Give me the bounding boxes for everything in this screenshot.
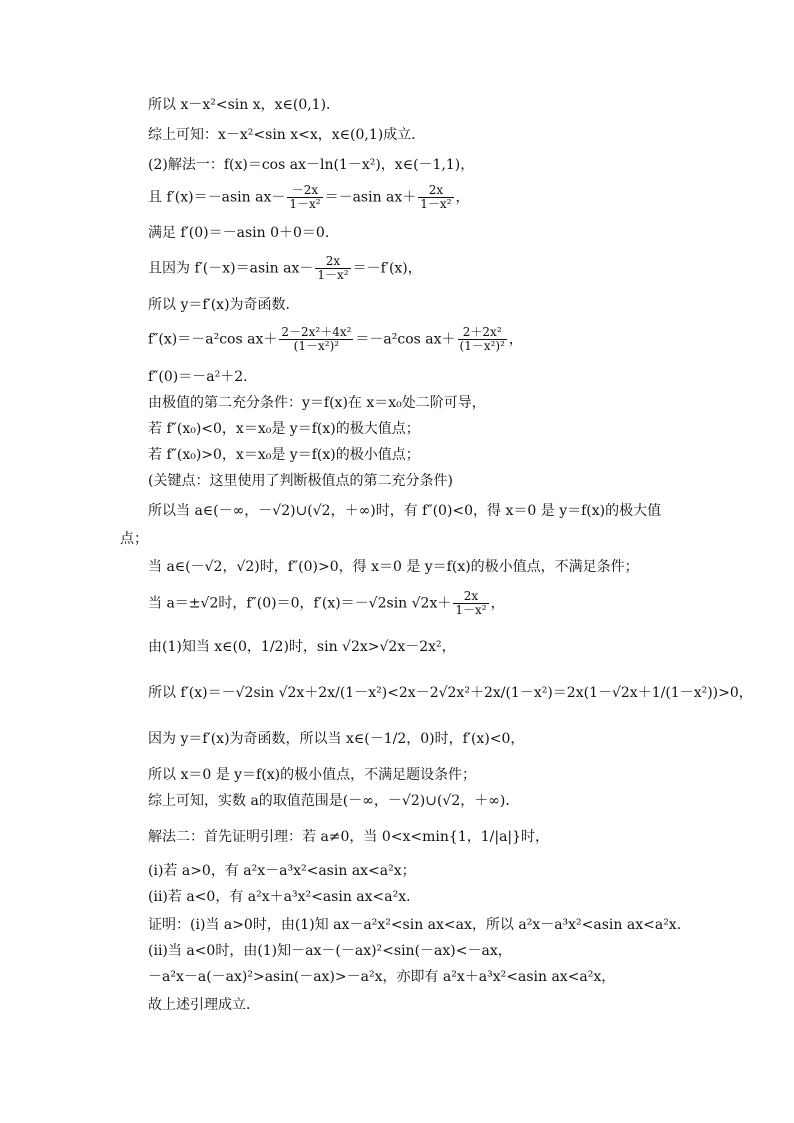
text-line: 若 f″(x₀)<0，x＝x₀是 y＝f(x)的极大值点； — [148, 421, 420, 437]
text-segment: f″(x)＝－a²cos ax＋ — [148, 331, 278, 348]
text-segment: ＝－asin ax＋ — [324, 189, 417, 206]
text-segment: ＝－a²cos ax＋ — [355, 331, 456, 348]
text-line: (ⅱ)当 a<0时，由(1)知－ax－(－ax)²<sin(－ax)<－ax， — [148, 943, 512, 959]
formula-line: 当 a＝±√2时，f″(0)＝0，f′(x)＝－√2sin √2x＋ $\frac{2x}{\text{1－x²}}$ ， — [148, 589, 505, 617]
text-segment: 且因为 f′(－x)＝asin ax－ — [148, 260, 314, 277]
text-line: 满足 f′(0)＝－asin 0＋0＝0. — [148, 225, 330, 241]
text-line: (关键点：这里使用了判断极值点的第二充分条件) — [148, 473, 453, 489]
text-line: (ⅰ)若 a>0，有 a²x－a³x²<asin ax<a²x； — [148, 863, 416, 879]
text-line: －a²x－a(－ax)²>asin(－ax)>－a²x，亦即有 a²x＋a³x²<asin ax<a²x， — [148, 969, 616, 985]
formula-line: 且 f′(x)＝－asin ax－ $\frac{-2x}{\text{1－x²}}$ ＝－asin ax＋ $\frac{2x}{\text{1－x²}}$ ， — [148, 183, 470, 211]
text-line: 点； — [120, 531, 148, 547]
text-line: 所以 y＝f′(x)为奇函数． — [148, 297, 300, 313]
text-line: 所以 x＝0 是 y＝f(x)的极小值点，不满足题设条件； — [148, 767, 477, 783]
text-line: f″(0)＝－a²＋2. — [148, 369, 248, 385]
fraction: $\frac{\text{2－2x²＋4x²}}{\text{(1－x²)²}}$ — [281, 325, 352, 353]
text-line: 所以当 a∈(－∞，－√2)∪(√2，＋∞)时，有 f″(0)<0，得 x＝0 是 y＝f(x)的极大值 — [148, 503, 662, 519]
text-line: 故上述引理成立． — [148, 997, 260, 1013]
text-line: 证明：(ⅰ)当 a>0时，由(1)知 ax－a²x²<sin ax<ax，所以 a²x－a³x²<asin ax<a²x. — [148, 917, 682, 933]
text-segment: ＝－f′(x)， — [352, 260, 422, 277]
fraction: $\frac{2x}{\text{1－x²}}$ — [420, 183, 452, 211]
text-line: 因为 y＝f′(x)为奇函数，所以当 x∈(－1/2，0)时，f′(x)<0， — [148, 731, 525, 747]
text-line: 综上可知，实数 a的取值范围是(－∞，－√2)∪(√2，＋∞)． — [148, 793, 520, 809]
text-segment: 当 a＝±√2时，f″(0)＝0，f′(x)＝－√2sin √2x＋ — [148, 595, 452, 612]
text-line: (2)解法一：f(x)＝cos ax－ln(1－x²)，x∈(－1,1)， — [148, 157, 475, 173]
text-line: 所以 x－x²<sin x，x∈(0,1)． — [148, 97, 341, 113]
fraction: $\frac{\text{2＋2x²}}{\text{(1－x²)²}}$ — [459, 325, 505, 353]
formula-line: f″(x)＝－a²cos ax＋ $\frac{\text{2－2x²＋4x²}}{\text{(1－x²)²}}$ ＝－a²cos ax＋ $\frac{\text{2＋2x²}}{\text{(1－x²)²}}$ ， — [148, 325, 523, 353]
text-line: 当 a∈(－√2，√2)时，f″(0)>0，得 x＝0 是 y＝f(x)的极小值点，不满足条件； — [148, 559, 639, 575]
text-line: 解法二：首先证明引理：若 a≠0，当 0<x<min{1，1/|a|}时， — [148, 829, 550, 845]
fraction: $\frac{2x}{\text{1－x²}}$ — [317, 254, 349, 282]
formula-line — [148, 255, 754, 282]
text-line: 由(1)知当 x∈(0，1/2)时，sin √2x>√2x－2x²， — [148, 639, 456, 655]
fraction: $\frac{2x}{\text{1－x²}}$ — [455, 589, 487, 617]
text-line: 若 f″(x₀)>0，x＝x₀是 y＝f(x)的极小值点； — [148, 447, 420, 463]
fraction: $\frac{-2x}{\text{1－x²}}$ — [289, 183, 321, 211]
text-line: 由极值的第二充分条件：y＝f(x)在 x＝x₀处二阶可导， — [148, 395, 486, 411]
text-line: 综上可知：x－x²<sin x<x，x∈(0,1)成立． — [148, 127, 426, 143]
text-line: 所以 f′(x)＝－√2sin √2x＋2x/(1－x²)<2x－2√2x²＋2x/(1－x²)＝2x(1－√2x＋1/(1－x²))>0， — [148, 685, 753, 701]
text-segment: 且 f′(x)＝－asin ax－ — [148, 189, 286, 206]
text-line: (ⅱ)若 a<0，有 a²x＋a³x²<asin ax<a²x. — [148, 889, 411, 905]
